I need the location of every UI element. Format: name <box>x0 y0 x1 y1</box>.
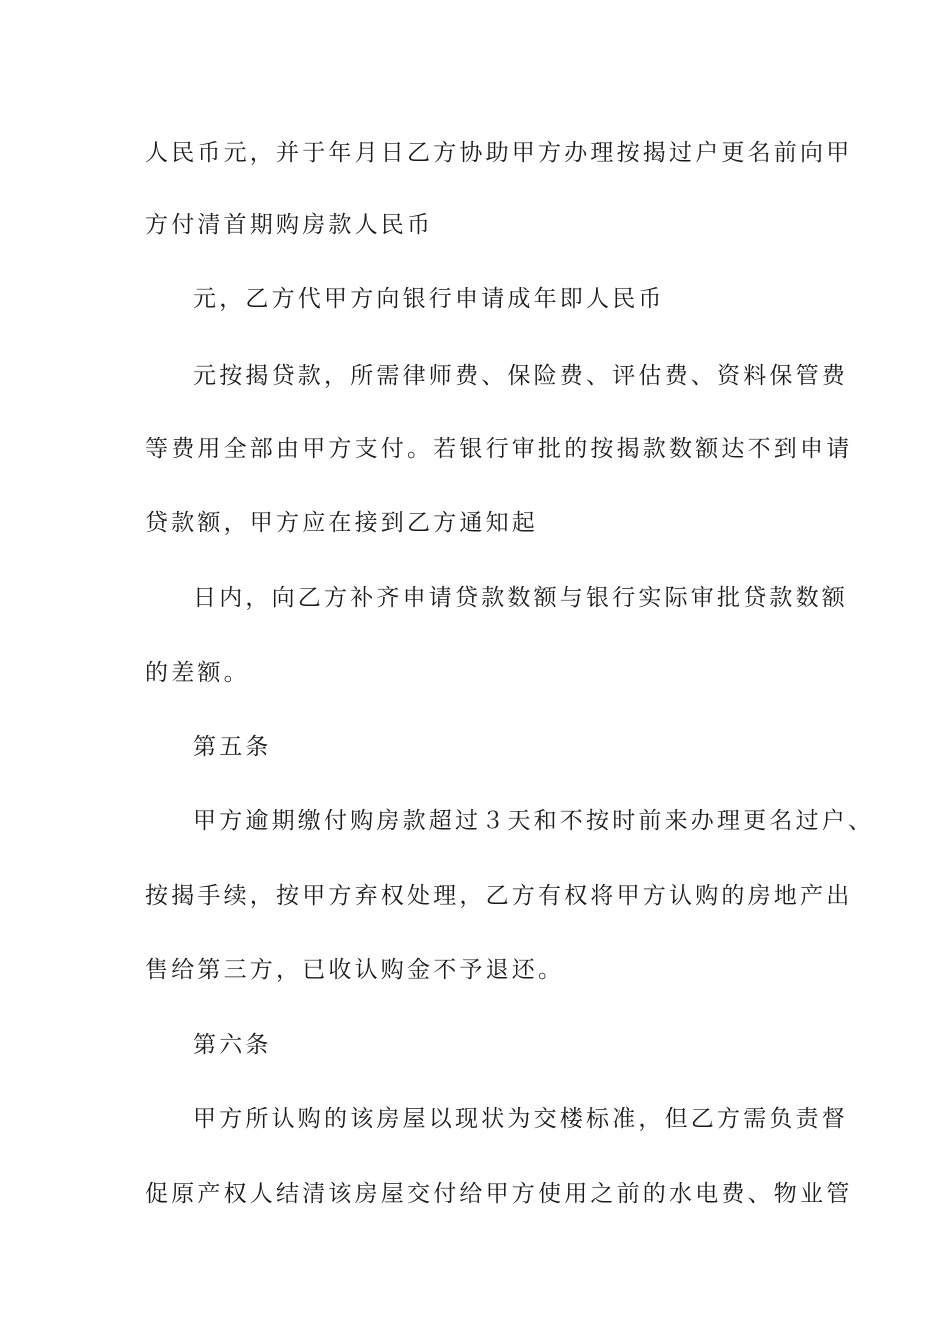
text-line-7: 日内，向乙方补齐申请贷款数额与银行实际审批贷款数额 <box>193 585 848 611</box>
text-line-3: 元，乙方代甲方向银行申请成年即人民币 <box>193 286 665 312</box>
article-heading-5: 第五条 <box>193 734 272 760</box>
text-line-8: 的差额。 <box>145 660 250 686</box>
text-line-10: 甲方逾期缴付购房款超过３天和不按时前来办理更名过户、 <box>193 808 875 834</box>
text-line-14: 甲方所认购的该房屋以现状为交楼标准，但乙方需负责督 <box>193 1106 848 1132</box>
text-line-11: 按揭手续，按甲方弃权处理，乙方有权将甲方认购的房地产出 <box>145 883 853 909</box>
text-line-2: 方付清首期购房款人民币 <box>145 212 434 238</box>
article-heading-6: 第六条 <box>193 1032 272 1058</box>
text-line-12: 售给第三方，已收认购金不予退还。 <box>145 957 565 983</box>
text-line-15: 促原产权人结清该房屋交付给甲方使用之前的水电费、物业管 <box>145 1181 853 1207</box>
text-line-6: 贷款额，甲方应在接到乙方通知起 <box>145 510 538 536</box>
text-line-5: 等费用全部由甲方支付。若银行审批的按揭款数额达不到申请 <box>145 436 853 462</box>
text-line-4: 元按揭贷款，所需律师费、保险费、评估费、资料保管费 <box>193 363 848 389</box>
text-line-1: 人民币元，并于年月日乙方协助甲方办理按揭过户更名前向甲 <box>145 140 853 166</box>
